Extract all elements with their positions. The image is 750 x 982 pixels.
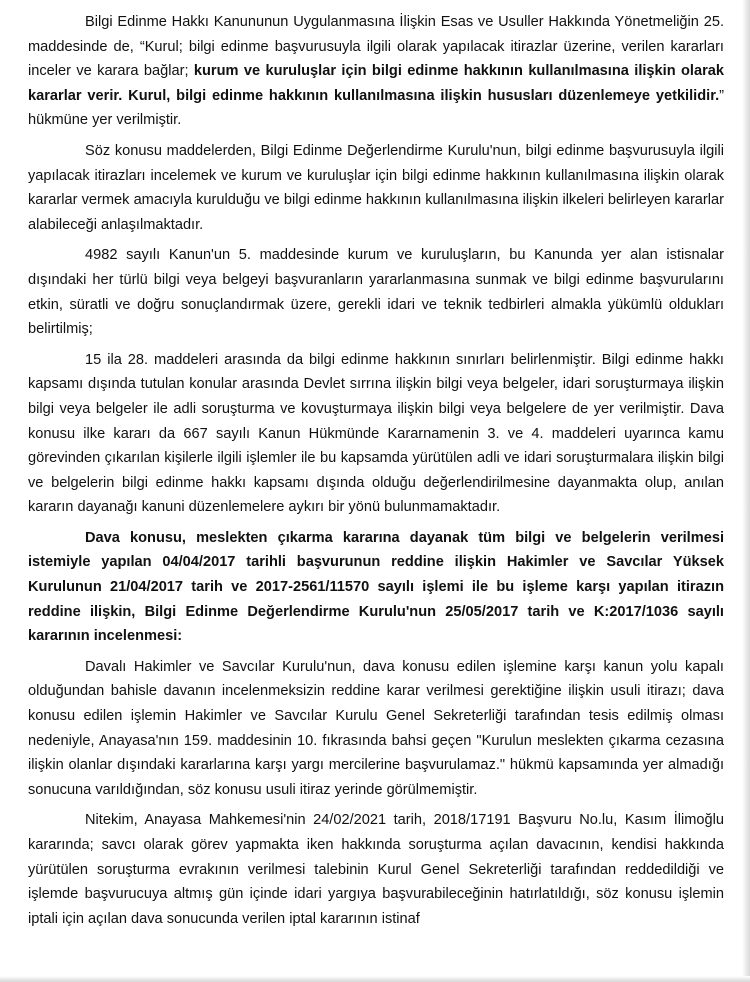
- paragraph-law-4982-article-5: 4982 sayılı Kanun'un 5. maddesinde kurum ve kuruluşların, bu Kanunda yer alan istisnalar dışındaki her türlü bilgi veya belgeyi başvuranların yararlanmasına sunmak ve bilgi edinme başvurularını etkin, süratli ve doğru sonuçlandırmak üzere, gerekli idari ve teknik tedbirleri almakla yükümlü oldukları belirtilmiş;: [28, 247, 724, 338]
- paragraph-regulation-article-25: [28, 10, 724, 133]
- paragraph-subject-heading: Dava konusu, meslekten çıkarma kararına dayanak tüm bilgi ve belgelerin verilmesi istemiyle yapılan 04/04/2017 tarihli başvurunun reddine ilişkin Hakimler ve Savcılar Yüksek Kurulunun 21/04/2017 tarih ve 2017-2561/11570 sayılı işlemi ile bu işleme karşı yapılan itirazın reddine ilişkin, Bilgi Edinme Değerlendirme Kurulu'nun 25/05/2017 tarih ve K:2017/1036 sayılı kararının incelenmesi:: [28, 529, 724, 645]
- paragraph-procedural-objection: Davalı Hakimler ve Savcılar Kurulu'nun, dava konusu edilen işlemine karşı kanun yolu kapalı olduğundan bahisle davanın incelenmeksizin reddine karar verilmesi gerektiğine ilişkin usuli itirazı; dava konusu edilen işlemin Hakimler ve Savcılar Kurulu Genel Sekreterliği tarafından tesis edilmiş olması nedeniyle, Anayasa'nın 159. maddesinin 10. fıkrasında bahsi geçen "Kurulun meslekten çıkarma cezasına ilişkin olanlar dışındaki kararlarına karşı yargı mercilerine başvurulamaz." hükmü kapsamında yer almadığı sonucuna varıldığından, söz konusu usuli itiraz yerinde görülmemiştir.: [28, 658, 724, 798]
- paragraph-board-purpose: Söz konusu maddelerden, Bilgi Edinme Değerlendirme Kurulu'nun, bilgi edinme başvurusuyla ilgili yapılacak itirazları incelemek ve kurum ve kuruluşlar için bilgi edinme hakkının kullanılmasına ilişkin olarak kararlar vermek amacıyla kurulduğu ve bilgi edinme hakkının kullanılmasına ilişkin ilkeleri belirleyen kararlar alabileceği anlaşılmaktadır.: [28, 142, 724, 233]
- paragraph-1-part-1: Bilgi Edinme Hakkı Kanununun Uygulanmasına İlişkin Esas ve Usuller Hakkında Yönetmeliğin 25. maddesinde de, “Kurul; bilgi edinme başvurusuyla ilgili olarak yapılacak itirazlar üzerine, verilen kararları inceler ve karara bağlar;: [28, 14, 724, 80]
- paragraph-1-bold-part: kurum ve kuruluşlar için bilgi edinme hakkının kullanılmasına ilişkin olarak kararlar verir. Kurul, bilgi edinme hakkının kullanılmasına ilişkin hususları düzenlemeye yetkilidir.: [28, 63, 724, 104]
- page-bottom-shadow: [0, 976, 750, 982]
- paragraph-articles-15-28: 15 ila 28. maddeleri arasında da bilgi edinme hakkının sınırları belirlenmiştir. Bilgi edinme hakkı kapsamı dışında tutulan konular arasında Devlet sırrına ilişkin bilgi veya belgeler, idari soruşturmaya ilişkin bilgi veya belgeler ile adli soruşturma ve kovuşturmaya ilişkin bilgi veya belgelere de yer verilmiştir. Dava konusu ilke kararı da 667 sayılı Kanun Hükmünde Kararnamenin 3. ve 4. maddeleri uyarınca kamu görevinden çıkarılan kişilerle ilgili işlemler ile bu kapsamda yürütülen adli ve idari soruşturmalara ilişkin bilgi ve belgelerin bilgi edinme hakkı kapsamı dışında olduğu değerlendirilmesine dayanmakta olup, anılan kararın dayanağı kanuni düzenlemelere aykırı bir yönü bulunmamaktadır.: [28, 351, 724, 516]
- page-edge-shadow: [742, 0, 750, 982]
- paragraph-constitutional-court: Nitekim, Anayasa Mahkemesi'nin 24/02/2021 tarih, 2018/17191 Başvuru No.lu, Kasım İlimoğlu kararında; savcı olarak görev yapmakta iken hakkında soruşturma açılan davacının, kendisi hakkında yürütülen soruşturma evrakının verilmesi talebinin Kurul Genel Sekreterliği tarafından reddedildiği ve işlemde başvurucuya altmış gün içinde idari yargıya başvurabileceğinin hatırlatıldığı, söz konusu işlemin iptali için açılan dava sonucunda verilen iptal kararının istinaf: [28, 812, 724, 927]
- paragraph-1-part-3: ” hükmüne yer verilmiştir.: [28, 87, 724, 129]
